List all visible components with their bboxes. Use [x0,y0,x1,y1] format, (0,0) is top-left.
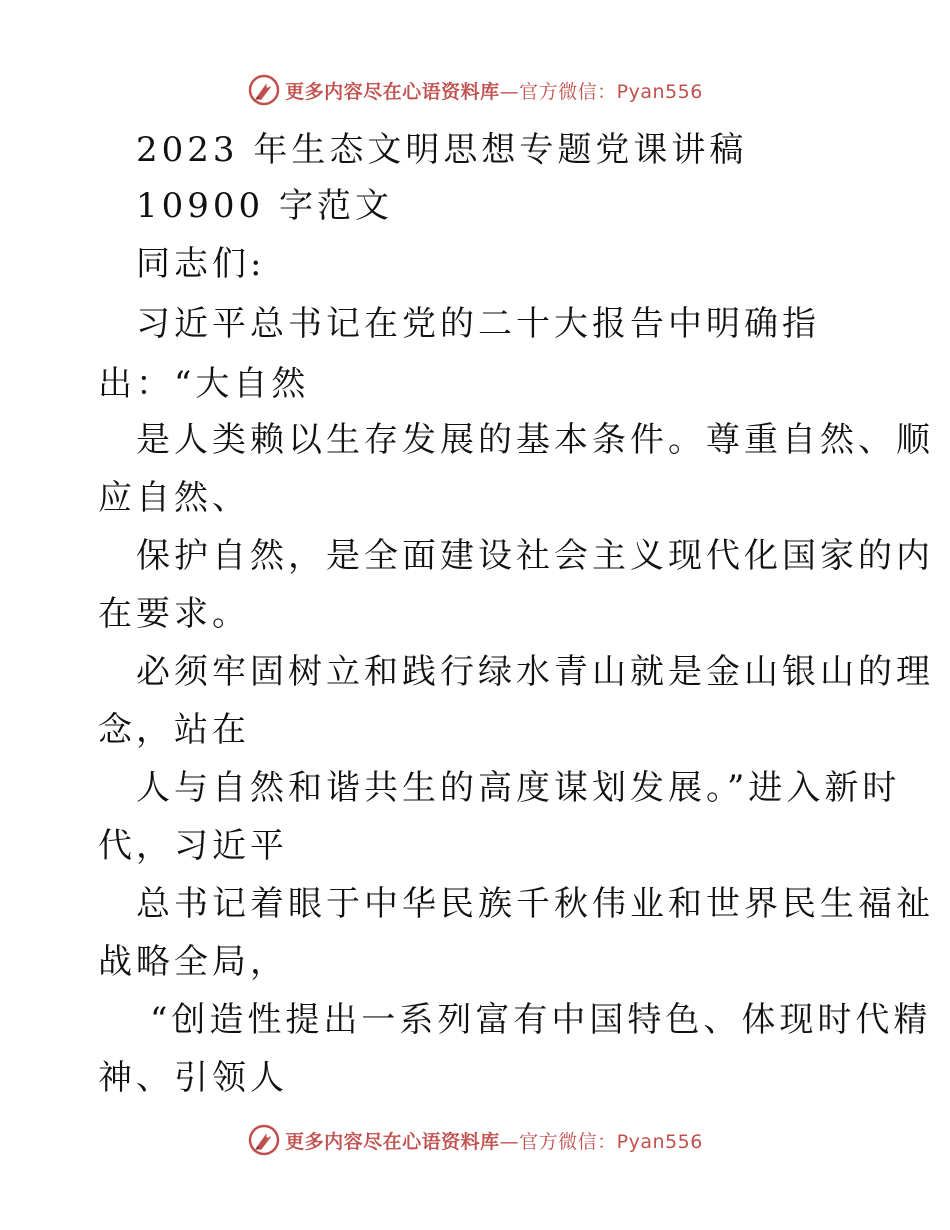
text-line: 战略全局， [98,942,288,982]
header-watermark [0,70,950,110]
text-line: 必须牢固树立和践行绿水青山就是金山银山的理 [136,652,934,692]
text-line: 出：“大自然 [98,364,310,404]
document-subtitle: 10900 字范文 [136,186,393,226]
document-title: 2023 年生态文明思想专题党课讲稿 [136,130,748,170]
text-line: 习近平总书记在党的二十大报告中明确指 [136,304,820,344]
text-line: 神、引领人 [98,1058,288,1098]
watermark-text: 更多内容尽在心语资料库—官方微信：Pyan556 [285,1130,703,1153]
text-line: 保护自然，是全面建设社会主义现代化国家的内 [136,536,934,576]
text-line: 代，习近平 [98,826,288,866]
text-line: 念，站在 [98,710,250,750]
text-line: 应自然、 [98,478,250,518]
pen-nib-logo-icon [247,1123,281,1157]
salutation: 同志们: [136,244,266,284]
footer-watermark [0,1120,950,1160]
pen-nib-logo-icon [247,73,281,107]
text-line: 人与自然和谐共生的高度谋划发展。”进入新时 [136,768,901,808]
text-line: 在要求。 [98,594,250,634]
text-line: 是人类赖以生存发展的基本条件。尊重自然、顺 [136,420,934,460]
text-line: “创造性提出一系列富有中国特色、体现时代精 [150,1000,932,1040]
watermark-text: 更多内容尽在心语资料库—官方微信：Pyan556 [285,80,703,103]
text-line: 总书记着眼于中华民族千秋伟业和世界民生福祉 [136,884,934,924]
